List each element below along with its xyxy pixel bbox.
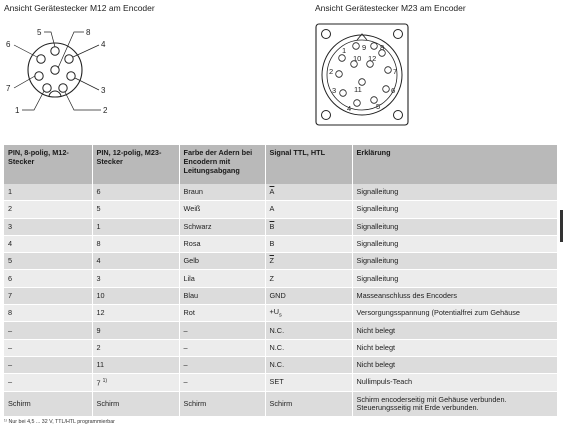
cell-signal bbox=[265, 201, 352, 218]
cell-explanation-text: Signalleitung bbox=[356, 204, 399, 214]
m23-pin-6 bbox=[383, 86, 390, 93]
table-row bbox=[4, 270, 557, 287]
cell-signal bbox=[265, 287, 352, 304]
cell-pin12-text: 12 bbox=[96, 308, 105, 318]
cell-pin12-text: 11 bbox=[96, 360, 105, 370]
col-header-explanation: Erklärung bbox=[352, 145, 557, 184]
m12-pin-6 bbox=[37, 55, 45, 63]
m23-caption: Ansicht Gerätestecker M23 am Encoder bbox=[315, 3, 466, 13]
cell-signal-text: N.C. bbox=[269, 325, 285, 335]
m23-screw-hole-tr bbox=[394, 30, 403, 39]
cell-explanation-text: Nicht belegt bbox=[356, 360, 396, 370]
cell-pin12-text: 10 bbox=[96, 290, 105, 300]
cell-wire-color-text: – bbox=[183, 360, 188, 370]
cell-pin12-text: 7 bbox=[96, 378, 101, 388]
cell-pin12 bbox=[92, 391, 179, 416]
cell-wire-color bbox=[179, 253, 265, 270]
cell-wire-color-text: Gelb bbox=[183, 256, 199, 266]
cell-explanation bbox=[352, 270, 557, 287]
cell-pin8-text: 1 bbox=[8, 187, 13, 197]
col-header-wire-color: Farbe der Adern bei Encodern mit Leitungsabgang bbox=[179, 145, 265, 184]
m23-label-9: 9 bbox=[362, 43, 367, 52]
cell-wire-color-text: Schwarz bbox=[183, 221, 212, 231]
table-row bbox=[4, 339, 557, 356]
cell-wire-color bbox=[179, 305, 265, 322]
cell-pin8 bbox=[4, 391, 92, 416]
m12-pin-5 bbox=[51, 47, 59, 55]
cell-signal-text: SET bbox=[269, 377, 284, 387]
cell-wire-color-text: – bbox=[183, 325, 188, 335]
cell-pin8-text: 4 bbox=[8, 239, 13, 249]
footnote: ¹⁾ Nur bei 4,5 ... 32 V, TTL/HTL programmierbar bbox=[4, 419, 115, 425]
cell-pin12-text: 8 bbox=[96, 239, 101, 249]
pin-assignment-table bbox=[4, 145, 557, 417]
cell-pin8-text: – bbox=[8, 342, 13, 352]
cell-pin8 bbox=[4, 339, 92, 356]
cell-signal-text: $\overline{B}$ bbox=[269, 221, 275, 231]
m23-label-12: 12 bbox=[368, 54, 377, 63]
cell-wire-color-text: Braun bbox=[183, 187, 203, 197]
cell-pin8-text: – bbox=[8, 360, 13, 370]
cell-signal-text: B bbox=[269, 239, 275, 249]
cell-wire-color-text: – bbox=[183, 377, 188, 387]
cell-explanation-text: Signalleitung bbox=[356, 273, 399, 283]
m12-pin-2 bbox=[59, 84, 67, 92]
cell-pin12 bbox=[92, 305, 179, 322]
cell-wire-color-text: Lila bbox=[183, 273, 195, 283]
cell-explanation-text: Nicht belegt bbox=[356, 325, 396, 335]
cell-pin12 bbox=[92, 374, 179, 391]
m12-label-4: 4 bbox=[101, 40, 106, 49]
cell-pin8 bbox=[4, 374, 92, 391]
cell-explanation bbox=[352, 305, 557, 322]
cell-wire-color-text: Rot bbox=[183, 308, 195, 318]
cell-signal bbox=[265, 391, 352, 416]
cell-explanation bbox=[352, 235, 557, 252]
m23-pin-3-area bbox=[336, 71, 343, 78]
table-row bbox=[4, 305, 557, 322]
m23-label-11: 11 bbox=[354, 85, 362, 94]
cell-signal bbox=[265, 356, 352, 373]
m23-label-3: 3 bbox=[332, 86, 337, 95]
cell-explanation bbox=[352, 201, 557, 218]
signal-subscript: s bbox=[279, 311, 282, 318]
cell-explanation-text: Nicht belegt bbox=[356, 342, 396, 352]
cell-pin8-text: 5 bbox=[8, 256, 13, 266]
cell-signal bbox=[265, 253, 352, 270]
cell-pin12 bbox=[92, 287, 179, 304]
m12-pin-4 bbox=[65, 55, 73, 63]
cell-explanation bbox=[352, 339, 557, 356]
m12-label-2: 2 bbox=[103, 106, 108, 115]
cell-signal bbox=[265, 374, 352, 391]
m12-pin-1 bbox=[43, 84, 51, 92]
table-row bbox=[4, 218, 557, 235]
cell-signal bbox=[265, 322, 352, 339]
cell-pin8 bbox=[4, 253, 92, 270]
cell-signal bbox=[265, 305, 352, 322]
cell-explanation bbox=[352, 218, 557, 235]
cell-wire-color-text: Rosa bbox=[183, 239, 201, 249]
cell-pin12-text: 9 bbox=[96, 325, 101, 335]
table-row bbox=[4, 235, 557, 252]
cell-signal bbox=[265, 218, 352, 235]
cell-pin12-text: 4 bbox=[96, 256, 101, 266]
cell-wire-color-text: Weiß bbox=[183, 204, 201, 214]
cell-wire-color-text: Blau bbox=[183, 290, 199, 300]
table-row bbox=[4, 287, 557, 304]
cell-explanation-text: Versorgungsspannung (Potentialfrei zum Gehäuse bbox=[356, 308, 520, 318]
cell-signal-text: GND bbox=[269, 290, 286, 300]
table-header-row bbox=[4, 145, 557, 184]
cell-pin8 bbox=[4, 218, 92, 235]
table-row bbox=[4, 391, 557, 416]
m23-pin-2 bbox=[339, 55, 346, 62]
cell-pin12 bbox=[92, 270, 179, 287]
m23-pin-9 bbox=[371, 43, 378, 50]
m12-pin-3 bbox=[67, 72, 75, 80]
cell-explanation bbox=[352, 322, 557, 339]
cell-pin8-text: 8 bbox=[8, 308, 13, 318]
table-body bbox=[4, 184, 557, 416]
cell-pin8-text: Schirm bbox=[8, 398, 31, 408]
cell-explanation bbox=[352, 287, 557, 304]
m12-label-6: 6 bbox=[6, 40, 11, 49]
m12-label-3: 3 bbox=[101, 86, 106, 95]
cell-explanation bbox=[352, 391, 557, 416]
cell-pin8-text: – bbox=[8, 377, 13, 387]
cell-pin8-text: 3 bbox=[8, 221, 13, 231]
cell-pin12 bbox=[92, 356, 179, 373]
m23-pin-7 bbox=[385, 67, 392, 74]
cell-pin8 bbox=[4, 201, 92, 218]
table-row bbox=[4, 201, 557, 218]
cell-explanation-text: Signalleitung bbox=[356, 239, 399, 249]
cell-signal-text: Z bbox=[269, 273, 274, 283]
m23-label-6: 6 bbox=[391, 86, 396, 95]
m12-caption: Ansicht Gerätestecker M12 am Encoder bbox=[4, 3, 155, 13]
cell-explanation-text: Signalleitung bbox=[356, 256, 399, 266]
cell-signal-text: A bbox=[269, 204, 275, 214]
cell-signal bbox=[265, 339, 352, 356]
m12-label-7: 7 bbox=[6, 84, 11, 93]
m23-screw-hole-tl bbox=[322, 30, 331, 39]
m12-label-1: 1 bbox=[15, 106, 20, 115]
cell-pin8-text: 2 bbox=[8, 204, 13, 214]
m23-label-4: 4 bbox=[347, 104, 352, 113]
cell-pin8-text: – bbox=[8, 325, 13, 335]
cell-pin12-text: 5 bbox=[96, 204, 101, 214]
cell-wire-color bbox=[179, 184, 265, 201]
table-row bbox=[4, 356, 557, 373]
cell-pin8 bbox=[4, 287, 92, 304]
cell-pin8-text: 7 bbox=[8, 290, 13, 300]
cell-wire-color bbox=[179, 322, 265, 339]
cell-pin12 bbox=[92, 339, 179, 356]
cell-wire-color bbox=[179, 356, 265, 373]
cell-explanation bbox=[352, 356, 557, 373]
table-row bbox=[4, 253, 557, 270]
m23-label-1: 1 bbox=[342, 46, 347, 55]
cell-wire-color bbox=[179, 391, 265, 416]
cell-pin8 bbox=[4, 356, 92, 373]
cell-pin8 bbox=[4, 322, 92, 339]
cell-pin12 bbox=[92, 322, 179, 339]
cell-signal bbox=[265, 184, 352, 201]
cell-signal-text: $\overline{A}$ bbox=[269, 187, 275, 197]
m23-pin-3 bbox=[340, 90, 347, 97]
m23-connector-diagram bbox=[313, 20, 413, 130]
cell-explanation bbox=[352, 374, 557, 391]
m23-label-8: 8 bbox=[380, 43, 385, 52]
cell-signal-text: Schirm bbox=[269, 398, 293, 408]
cell-explanation bbox=[352, 253, 557, 270]
cell-explanation-text: Signalleitung bbox=[356, 187, 399, 197]
table-row bbox=[4, 322, 557, 339]
cell-pin12-text: Schirm bbox=[96, 398, 120, 408]
cell-wire-color bbox=[179, 270, 265, 287]
cell-pin8 bbox=[4, 235, 92, 252]
cell-wire-color bbox=[179, 339, 265, 356]
cell-pin8 bbox=[4, 270, 92, 287]
cell-explanation bbox=[352, 184, 557, 201]
cell-pin8-text: 6 bbox=[8, 273, 13, 283]
scroll-indicator[interactable] bbox=[560, 210, 563, 242]
cell-pin12 bbox=[92, 235, 179, 252]
m23-pin-1 bbox=[353, 43, 360, 50]
m12-connector-diagram bbox=[4, 20, 124, 125]
cell-explanation-text: Masseanschluss des Encoders bbox=[356, 290, 458, 300]
table-row bbox=[4, 374, 557, 391]
cell-signal bbox=[265, 235, 352, 252]
cell-wire-color bbox=[179, 287, 265, 304]
m12-pin-7 bbox=[35, 72, 43, 80]
m12-pin-8 bbox=[51, 66, 59, 74]
cell-signal-text: $\overline{Z}$ bbox=[269, 256, 274, 266]
cell-pin12 bbox=[92, 201, 179, 218]
cell-pin8 bbox=[4, 305, 92, 322]
cell-pin12 bbox=[92, 184, 179, 201]
table-row bbox=[4, 184, 557, 201]
m23-label-7: 7 bbox=[393, 67, 398, 76]
cell-pin12-text: 2 bbox=[96, 342, 101, 352]
cell-signal-text: N.C. bbox=[269, 342, 285, 352]
cell-pin12-text: 1 bbox=[96, 221, 101, 231]
cell-wire-color-text: – bbox=[183, 342, 188, 352]
cell-signal-text: +U bbox=[269, 306, 280, 316]
cell-pin12-text: 6 bbox=[96, 187, 101, 197]
m23-screw-hole-br bbox=[394, 111, 403, 120]
footnote-marker: 1) bbox=[102, 378, 108, 385]
col-header-signal: Signal TTL, HTL bbox=[265, 145, 352, 184]
col-header-pin8: PIN, 8-polig, M12-Stecker bbox=[4, 145, 92, 184]
cell-signal bbox=[265, 270, 352, 287]
cell-wire-color bbox=[179, 374, 265, 391]
m23-screw-hole-bl bbox=[322, 111, 331, 120]
m23-label-2: 2 bbox=[329, 67, 334, 76]
cell-pin12 bbox=[92, 253, 179, 270]
cell-wire-color-text: Schirm bbox=[183, 398, 207, 408]
m23-label-5: 5 bbox=[376, 102, 381, 111]
cell-wire-color bbox=[179, 201, 265, 218]
m23-label-10: 10 bbox=[353, 54, 362, 63]
cell-explanation-text: Schirm encoderseitig mit Gehäuse verbunden. Steuerungsseitig mit Erde verbunden. bbox=[356, 394, 507, 412]
cell-wire-color bbox=[179, 218, 265, 235]
m12-label-5: 5 bbox=[37, 28, 42, 37]
col-header-pin12: PIN, 12-polig, M23-Stecker bbox=[92, 145, 179, 184]
cell-signal-text: N.C. bbox=[269, 360, 285, 370]
cell-pin8 bbox=[4, 184, 92, 201]
cell-pin12-text: 3 bbox=[96, 273, 101, 283]
cell-pin12 bbox=[92, 218, 179, 235]
pin-assignment-table-wrap bbox=[4, 145, 557, 417]
cell-explanation-text: Signalleitung bbox=[356, 221, 399, 231]
m23-pin-4 bbox=[354, 100, 361, 107]
m12-label-8: 8 bbox=[86, 28, 91, 37]
cell-explanation-text: Nullimpuls-Teach bbox=[356, 377, 413, 387]
cell-wire-color bbox=[179, 235, 265, 252]
